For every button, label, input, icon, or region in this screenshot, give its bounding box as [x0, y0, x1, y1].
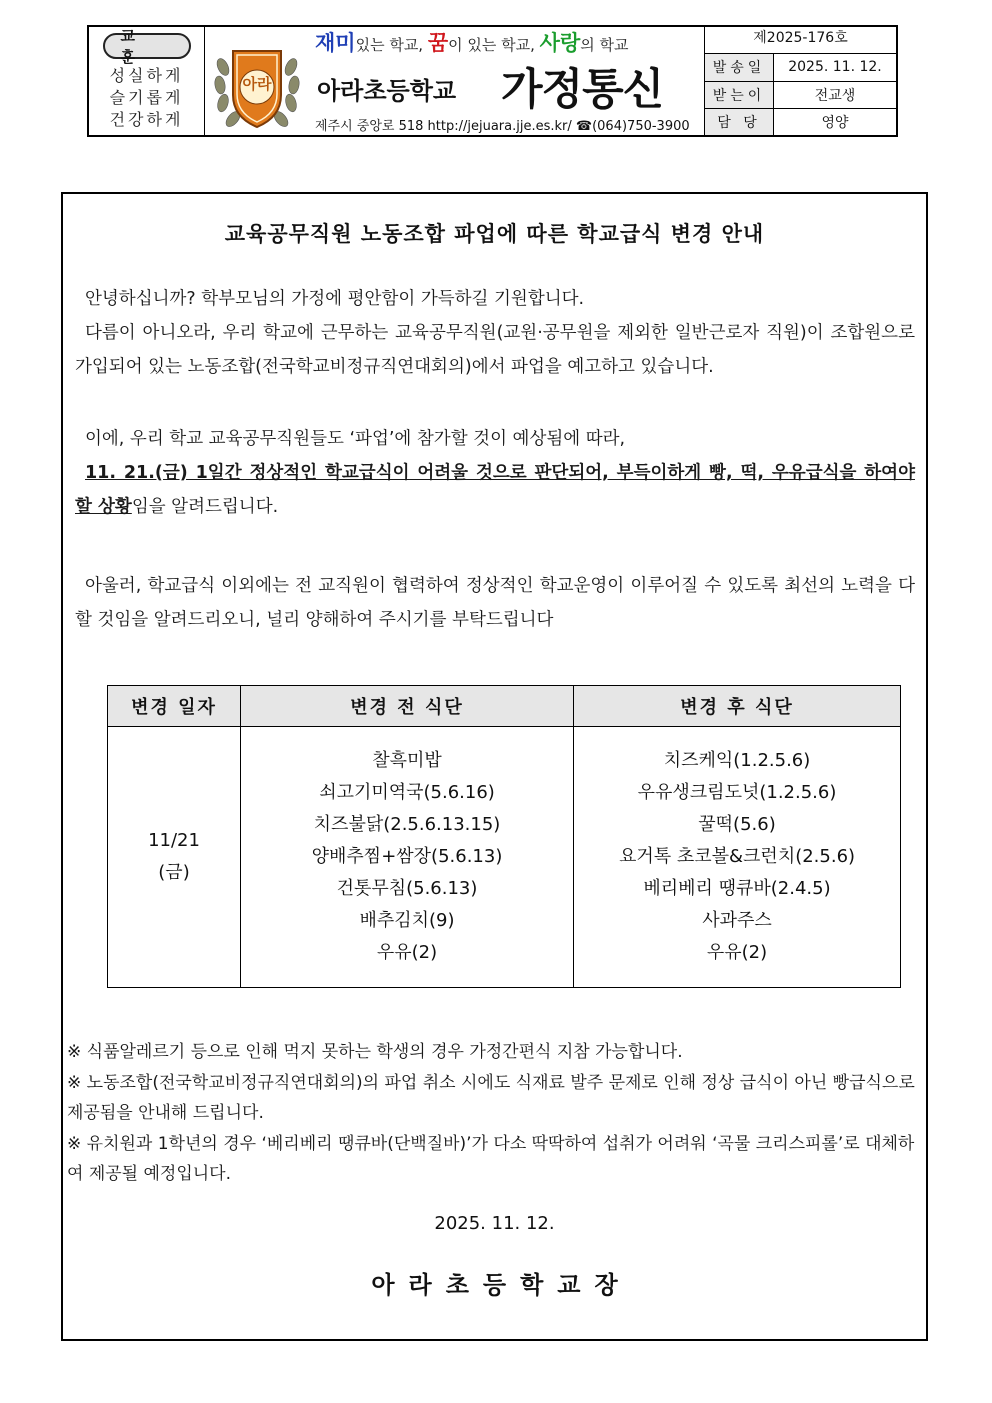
after-menu-cell	[574, 727, 901, 988]
change-weekday: (금)	[158, 862, 190, 883]
menu-item: 꿀떡(5.6)	[698, 814, 776, 835]
menu-item: 양배추찜+쌈장(5.6.13)	[311, 846, 503, 867]
notice-box	[61, 192, 928, 1341]
meta-row	[705, 54, 896, 81]
slogan-text: 이 있는 학교,	[448, 36, 540, 54]
emblem-text: 아라	[242, 75, 272, 93]
note-item: ※ 식품알레르기 등으로 인해 먹지 못하는 학생의 경우 가정간편식 지참 가능합니다.	[67, 1042, 683, 1062]
column-header: 변경 일자	[108, 686, 241, 727]
meal-change-paragraph	[75, 456, 915, 524]
menu-item: 치즈불닭(2.5.6.13.15)	[313, 814, 501, 835]
slogan-word: 꿈	[427, 31, 449, 55]
motto-lines	[110, 65, 184, 131]
column-header: 변경 후 식단	[574, 686, 901, 727]
menu-item: 우유(2)	[376, 942, 438, 963]
school-name: 아라초등학교	[317, 77, 457, 105]
menu-item: 베리베리 땡큐바(2.4.5)	[643, 878, 831, 899]
slogan-word: 사랑	[539, 31, 581, 55]
closing-paragraph: 아울러, 학교급식 이외에는 전 교직원이 협력하여 정상적인 학교운영이 이루어질 수 있도록 최선의 노력을 다할 것임을 알려드리오니, 널리 양해하여 주시기를 부탁드립니다	[75, 576, 915, 630]
newsletter-title: 가정통신	[501, 65, 664, 115]
meal-change-highlight: 11. 21.(금) 1일간 정상적인 학교급식이 어려울 것으로 판단되어, 부득이하게 빵, 떡, 우유급식을 하여야 할 상황	[75, 463, 915, 517]
note-item: ※ 노동조합(전국학교비정규직연대회의)의 파업 취소 시에도 식재료 발주 문제로 인해 정상 급식이 아닌 빵급식으로 제공됨을 안내해 드립니다.	[67, 1072, 915, 1123]
motto-line: 건강하게	[109, 110, 184, 129]
before-menu-cell	[241, 727, 574, 988]
change-date-cell	[108, 727, 241, 988]
notes-section	[67, 1037, 923, 1190]
notice-title: 교육공무직원 노동조합 파업에 따른 학교급식 변경 안내	[224, 222, 765, 246]
school-contact: 제주시 중앙로 518 http://jejuara.jje.es.kr/ ☎(064)750-3900	[315, 119, 690, 134]
meta-key: 발송일	[705, 54, 774, 80]
meta-value: 영양	[821, 114, 849, 131]
menu-item: 건톳무침(5.6.13)	[336, 878, 478, 899]
motto-line: 슬기롭게	[109, 88, 184, 107]
slogan-text: 있는 학교,	[355, 36, 428, 54]
principal-signature: 아라초등학교장	[371, 1271, 632, 1299]
meta-key: 받는이	[705, 82, 774, 108]
table-header-row	[108, 686, 901, 727]
strike-paragraph: 다름이 아니오라, 우리 학교에 근무하는 교육공무직원(교원·공무원을 제외한 일반근로자 직원)이 조합원으로 가입되어 있는 노동조합(전국학교비정규직연대회의)에서 파업을 예고하고 있습니다.	[75, 323, 915, 377]
motto-badge: 교 훈	[103, 33, 191, 59]
menu-change-table	[107, 685, 901, 988]
menu-item: 사과주스	[702, 910, 772, 931]
school-brand	[205, 27, 705, 135]
column-header: 변경 전 식단	[241, 686, 574, 727]
menu-item: 우유(2)	[706, 942, 768, 963]
slogan-text: 의 학교	[580, 36, 629, 54]
school-slogan	[315, 27, 629, 57]
note-item: ※ 유치원과 1학년의 경우 ‘베리베리 땡큐바(단백질바)’가 다소 딱딱하여 섭취가 어려워 ‘곡물 크리스피롤’로 대체하여 제공될 예정입니다.	[67, 1133, 915, 1184]
menu-item: 요거톡 초코볼&크런치(2.5.6)	[618, 846, 856, 867]
menu-item: 치즈케익(1.2.5.6)	[663, 750, 811, 771]
issue-date: 2025. 11. 12.	[434, 1213, 555, 1234]
menu-item: 우유생크림도넛(1.2.5.6)	[637, 782, 837, 803]
school-motto	[89, 27, 205, 135]
table-row	[108, 727, 901, 988]
expectation-paragraph: 이에, 우리 학교 교육공무직원들도 ‘파업’에 참가할 것이 예상됨에 따라,	[85, 429, 626, 449]
slogan-word: 재미	[315, 31, 356, 55]
menu-item: 쇠고기미역국(5.6.16)	[319, 782, 495, 803]
meal-change-rest: 임을 알려드립니다.	[131, 497, 279, 517]
meta-key: 담 당	[705, 109, 774, 135]
issue-number: 제2025-176호	[753, 30, 848, 46]
menu-item: 배추김치(9)	[359, 910, 455, 931]
meta-value: 2025. 11. 12.	[788, 59, 882, 76]
change-date: 11/21	[148, 830, 200, 851]
meta-row	[705, 27, 896, 54]
meta-row	[705, 109, 896, 135]
greeting-paragraph: 안녕하십니까? 학부모님의 가정에 평안함이 가득하길 기원합니다.	[85, 289, 585, 309]
newsletter-header	[87, 25, 898, 137]
meta-value: 전교생	[814, 87, 856, 104]
issue-meta	[705, 27, 896, 135]
meta-row	[705, 82, 896, 109]
motto-line: 성실하게	[109, 66, 184, 85]
menu-item: 찰흑미밥	[372, 750, 442, 771]
